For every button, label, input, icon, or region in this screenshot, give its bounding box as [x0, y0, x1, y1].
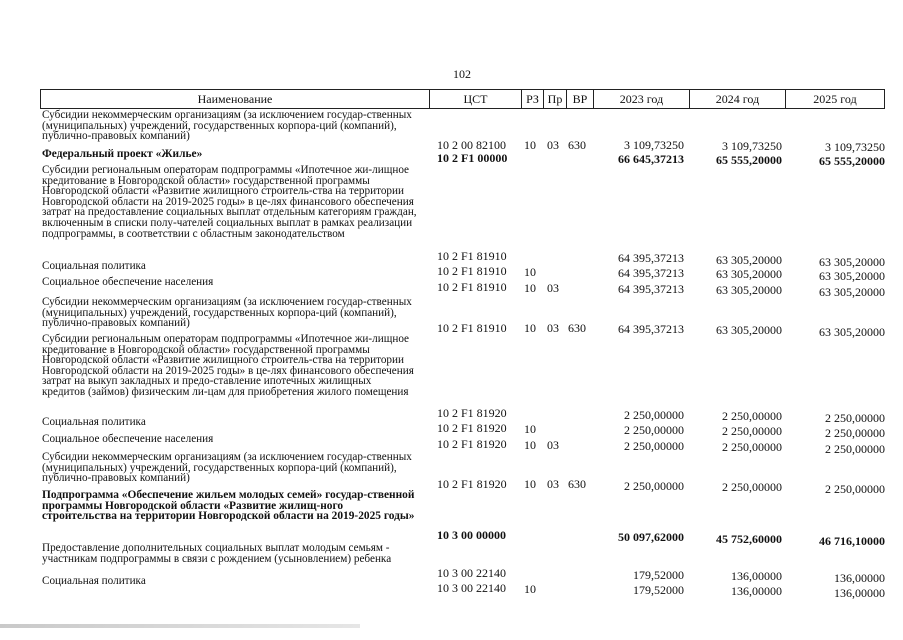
row-2023: 66 645,37213 — [618, 152, 684, 166]
row-name: Социальное обеспечение населения — [42, 276, 214, 288]
row-2024: 136,00000 — [731, 569, 782, 583]
header-cst: ЦСТ — [430, 90, 522, 108]
header-name: Наименование — [41, 90, 430, 108]
row-cst: 10 2 F1 00000 — [437, 151, 508, 165]
row-cst: 10 2 F1 81910 — [437, 249, 507, 263]
row-2025: 63 305,20000 — [819, 269, 885, 283]
row-name: Подпрограмма «Обеспечение жильем молодых семей» государ-ственной программы Новгородской области «Развитие жилищ-ного строительства на территории Новгородской области на 2019-2025 годы» — [42, 489, 415, 523]
row-2025: 3 109,73250 — [825, 140, 885, 154]
row-rz: 10 — [524, 265, 536, 279]
row-cst: 10 3 00 00000 — [437, 528, 506, 542]
header-vr: ВР — [567, 90, 594, 108]
row-rz: 10 — [524, 281, 536, 295]
row-cst: 10 3 00 22140 — [437, 566, 506, 580]
row-2024: 63 305,20000 — [716, 283, 782, 297]
row-rz: 10 — [524, 582, 536, 596]
row-2023: 179,52000 — [633, 583, 684, 597]
page-number: 102 — [453, 67, 471, 81]
row-2024: 63 305,20000 — [716, 267, 782, 281]
row-2025: 46 716,10000 — [819, 534, 885, 548]
row-name: Субсидии региональным операторам подпрограммы «Ипотечное жи-лищное кредитование в Новгородской области» государственной программы Новгородской области «Развитие жилищного строитель-ства на территории Новгородской области на 2019-2025 годы» в це-лях финансового обеспечения затрат на выкуп закладных и предо-ставление ипотечных жилищных кредитов (займов) физическим ли-цам для приобретения жилого помещения — [42, 333, 414, 398]
row-pr: 03 — [547, 438, 559, 452]
row-2025: 2 250,00000 — [825, 482, 885, 496]
row-2023: 2 250,00000 — [624, 439, 684, 453]
table-header — [40, 89, 885, 109]
header-2023: 2023 год — [594, 90, 690, 108]
row-2025: 2 250,00000 — [825, 442, 885, 456]
row-2024: 63 305,20000 — [716, 253, 782, 267]
row-2023: 2 250,00000 — [624, 408, 684, 422]
row-2024: 3 109,73250 — [722, 139, 782, 153]
row-2023: 64 395,37213 — [618, 251, 684, 265]
row-name: Предоставление дополнительных социальных выплат молодым семьям - участникам подпрограммы в связи с рождением (усыновлением) ребенка — [42, 542, 392, 565]
row-pr: 03 — [547, 138, 559, 152]
row-2023: 50 097,62000 — [618, 530, 684, 544]
row-pr: 03 — [547, 281, 559, 295]
row-2025: 136,00000 — [834, 571, 885, 585]
row-2023: 2 250,00000 — [624, 423, 684, 437]
row-2024: 2 250,00000 — [722, 440, 782, 454]
row-2024: 2 250,00000 — [722, 424, 782, 438]
row-2025: 136,00000 — [834, 586, 885, 600]
row-cst: 10 2 00 82100 — [437, 138, 506, 152]
row-2023: 64 395,37213 — [618, 266, 684, 280]
row-2024: 2 250,00000 — [722, 480, 782, 494]
scan-edge-shadow — [0, 624, 360, 628]
row-2023: 2 250,00000 — [624, 479, 684, 493]
row-name: Социальная политика — [42, 416, 146, 428]
row-cst: 10 2 F1 81920 — [437, 437, 507, 451]
row-2025: 2 250,00000 — [825, 426, 885, 440]
row-name: Субсидии некоммерческим организациям (за исключением государ-ственных (муниципальных) учреждений, государственных корпора-ций (компаний), публично-правовых компаний) — [42, 451, 412, 485]
row-2024: 45 752,60000 — [716, 532, 782, 546]
row-2024: 136,00000 — [731, 584, 782, 598]
row-rz: 10 — [524, 422, 536, 436]
row-cst: 10 3 00 22140 — [437, 581, 506, 595]
row-2024: 65 555,20000 — [716, 153, 782, 167]
row-name: Социальное обеспечение населения — [42, 433, 214, 445]
row-2023: 64 395,37213 — [618, 322, 684, 336]
row-2023: 179,52000 — [633, 568, 684, 582]
row-2024: 63 305,20000 — [716, 323, 782, 337]
row-2025: 63 305,20000 — [819, 255, 885, 269]
row-vr: 630 — [568, 321, 586, 335]
row-rz: 10 — [524, 438, 536, 452]
header-rz: РЗ — [522, 90, 544, 108]
row-cst: 10 2 F1 81910 — [437, 280, 507, 294]
row-name: Федеральный проект «Жилье» — [42, 148, 203, 160]
row-2025: 63 305,20000 — [819, 285, 885, 299]
row-vr: 630 — [568, 477, 586, 491]
row-cst: 10 2 F1 81920 — [437, 406, 507, 420]
row-2024: 2 250,00000 — [722, 409, 782, 423]
row-2023: 3 109,73250 — [624, 138, 684, 152]
row-cst: 10 2 F1 81920 — [437, 421, 507, 435]
row-rz: 10 — [524, 138, 536, 152]
row-2025: 2 250,00000 — [825, 411, 885, 425]
row-rz: 10 — [524, 321, 536, 335]
row-rz: 10 — [524, 477, 536, 491]
row-name: Социальная политика — [42, 575, 146, 587]
row-cst: 10 2 F1 81910 — [437, 321, 507, 335]
row-2025: 63 305,20000 — [819, 325, 885, 339]
row-name: Субсидии региональным операторам подпрограммы «Ипотечное жи-лищное кредитование в Новгородской области» государственной программы Новгородской области «Развитие жилищного строитель-ства на территории Новгородской области на 2019-2025 годы» в це-лях финансового обеспечения затрат на предоставление социальных выплат отдельным категориям граждан, включенным в списки полу-чателей социальных выплат в рамках реализации подпрограммы, в соответствии с областным законодательством — [42, 164, 417, 240]
header-pr: Пр — [544, 90, 567, 108]
header-2024: 2024 год — [690, 90, 786, 108]
row-2025: 65 555,20000 — [819, 154, 885, 168]
row-name: Субсидии некоммерческим организациям (за исключением государ-ственных (муниципальных) учреждений, государственных корпора-ций (компаний), публично-правовых компаний) — [42, 296, 412, 330]
row-cst: 10 2 F1 81920 — [437, 477, 507, 491]
row-pr: 03 — [547, 477, 559, 491]
row-cst: 10 2 F1 81910 — [437, 264, 507, 278]
row-name: Субсидии некоммерческим организациям (за исключением государ-ственных (муниципальных) учреждений, государственных корпора-ций (компаний), публично-правовых компаний) — [42, 109, 412, 143]
row-vr: 630 — [568, 138, 586, 152]
row-name: Социальная политика — [42, 260, 146, 272]
row-2023: 64 395,37213 — [618, 282, 684, 296]
header-2025: 2025 год — [813, 92, 857, 106]
row-pr: 03 — [547, 321, 559, 335]
